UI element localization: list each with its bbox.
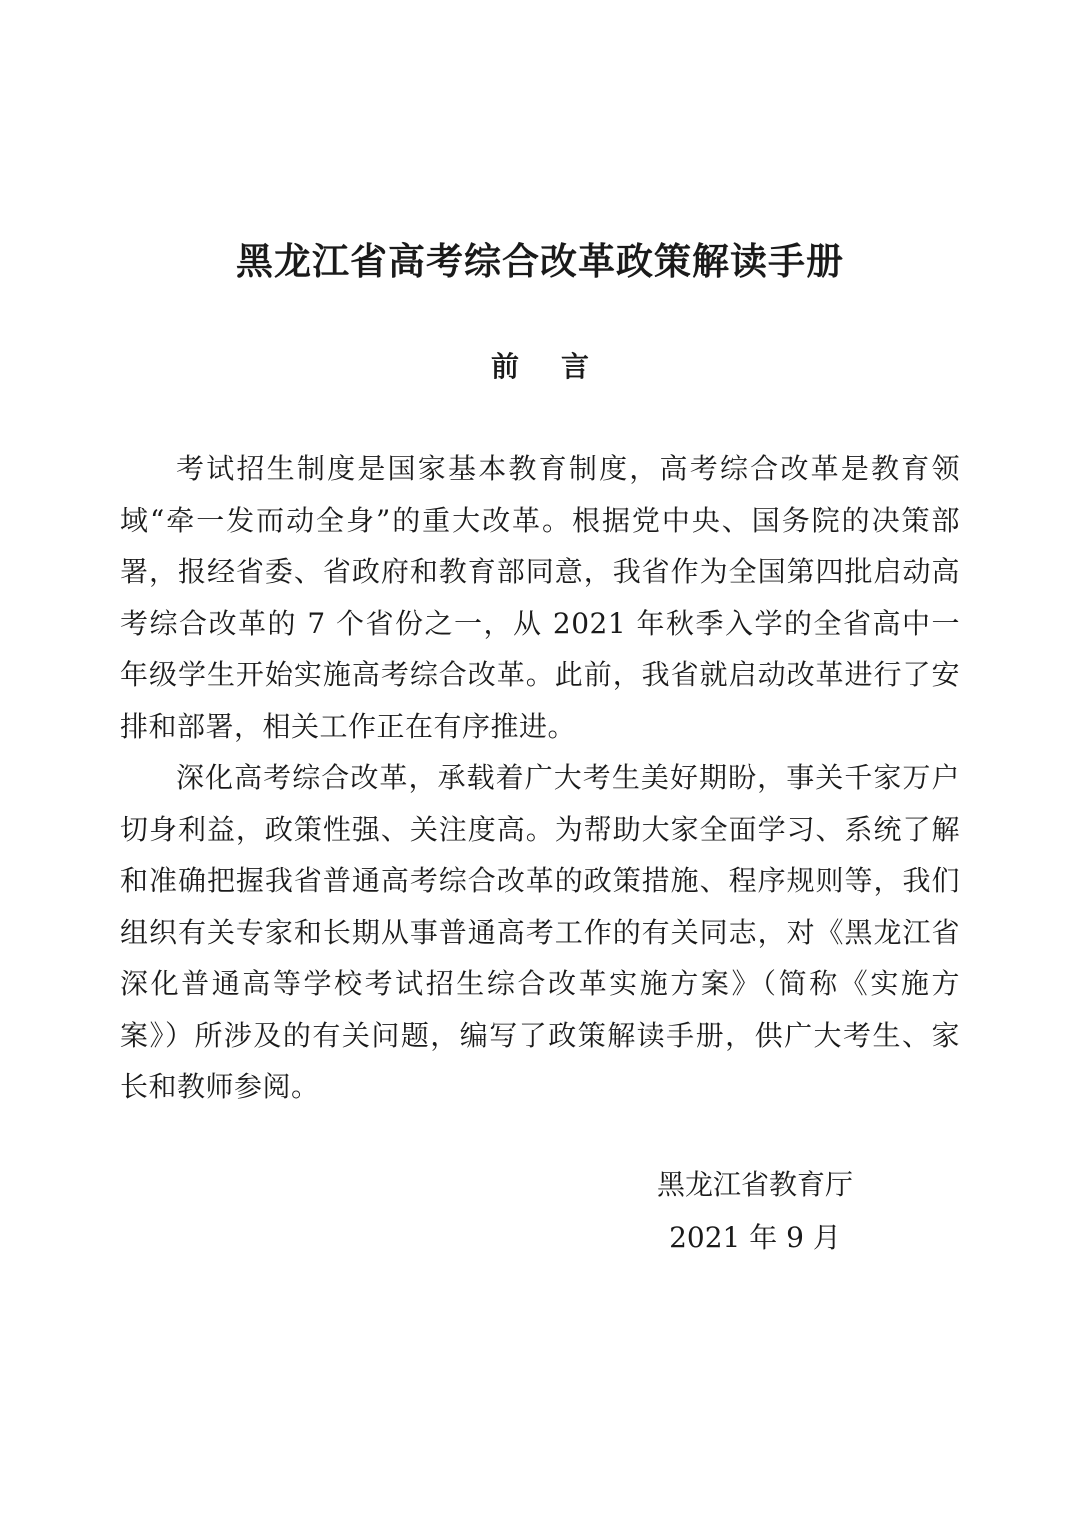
preface-body	[120, 443, 960, 1113]
paragraph-1: 考试招生制度是国家基本教育制度，高考综合改革是教育领域“牵一发而动全身”的重大改革。根据党中央、国务院的决策部署，报经省委、省政府和教育部同意，我省作为全国第四批启动高考综合改革的 7 个省份之一，从 2021 年秋季入学的全省高中一年级学生开始实施高考综合改革。此前，我省就启动改革进行了安排和部署，相关工作正在有序推进。	[120, 452, 960, 743]
signature-organization: 黑龙江省教育厅	[656, 1168, 853, 1201]
preface-heading	[0, 345, 1080, 389]
signature-block	[600, 1158, 910, 1264]
page-title: 黑龙江省高考综合改革政策解读手册	[236, 240, 844, 283]
signature-date: 2021 年 9 月	[669, 1221, 841, 1254]
preface-heading-char-2: 言	[561, 350, 590, 383]
preface-heading-char-1: 前	[490, 350, 519, 383]
paragraph-2: 深化高考综合改革，承载着广大考生美好期盼，事关千家万户切身利益，政策性强、关注度高。为帮助大家全面学习、系统了解和准确把握我省普通高考综合改革的政策措施、程序规则等，我们组织有关专家和长期从事普通高考工作的有关同志，对《黑龙江省深化普通高等学校考试招生综合改革实施方案》（简称《实施方案》）所涉及的有关问题，编写了政策解读手册，供广大考生、家长和教师参阅。	[120, 761, 960, 1103]
